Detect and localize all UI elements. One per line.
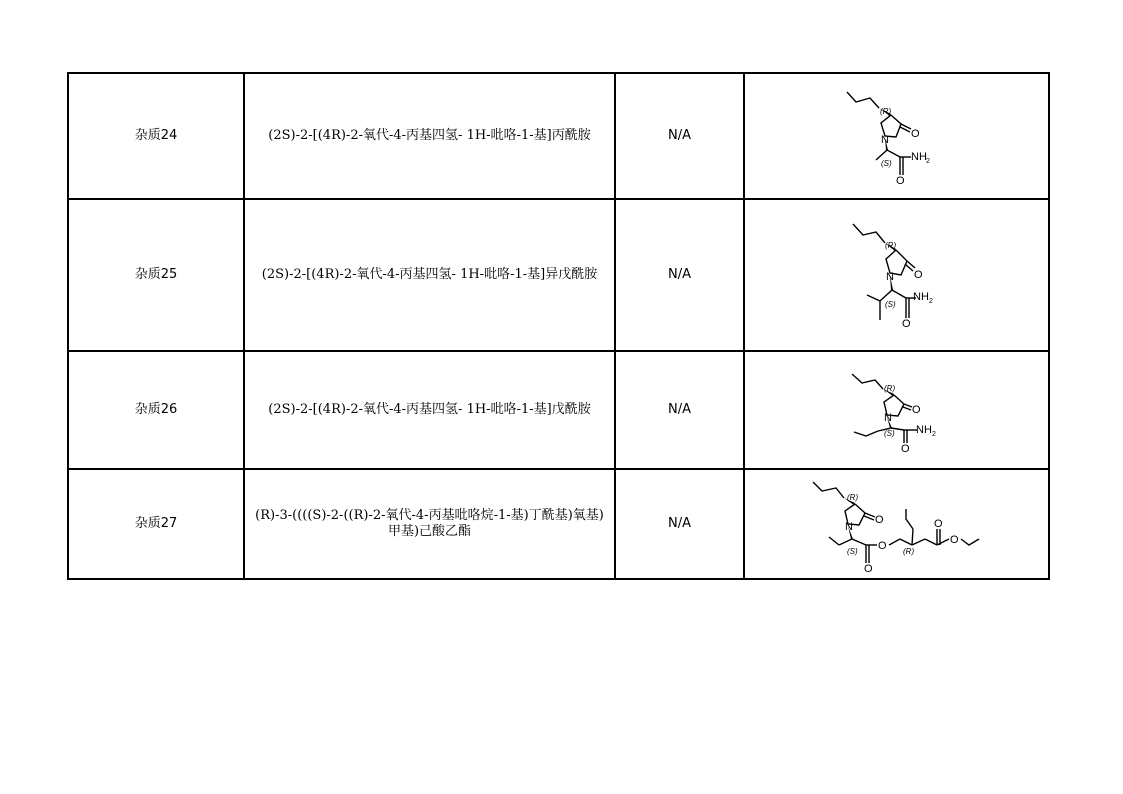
atom-n: N xyxy=(883,411,892,424)
table-row xyxy=(68,73,1049,199)
atom-o: O xyxy=(874,513,884,526)
atom-o: O xyxy=(910,128,920,140)
structure-cell xyxy=(744,469,1049,579)
structure-cell xyxy=(744,73,1049,199)
stereo-r: (R) xyxy=(879,107,891,116)
atom-o: O xyxy=(901,317,911,330)
table-row xyxy=(68,351,1049,469)
atom-nh2: NH xyxy=(910,151,927,163)
atom-o: O xyxy=(863,562,873,575)
atom-o: O xyxy=(913,268,923,281)
chemical-name: (2S)-2-[(4R)-2-氧代-4-丙基四氢- 1H-吡咯-1-基]戊酰胺 xyxy=(244,351,615,469)
molecule-structure-26-icon xyxy=(847,368,947,453)
table-row xyxy=(68,199,1049,351)
stereo-r: (R) xyxy=(846,492,858,502)
stereo-s: (S) xyxy=(884,299,896,309)
atom-o: O xyxy=(900,442,910,455)
molecule-structure-25-icon xyxy=(847,218,947,333)
stereo-r: (R) xyxy=(883,383,895,393)
stereo-s: (S) xyxy=(880,159,892,168)
atom-n: N xyxy=(844,520,853,533)
atom-n: N xyxy=(880,134,889,146)
atom-o: O xyxy=(911,403,921,416)
cas-number: N/A xyxy=(615,351,744,469)
molecule-structure-27-icon xyxy=(807,477,987,575)
stereo-s: (S) xyxy=(846,546,858,556)
subscript-2: 2 xyxy=(931,430,936,438)
atom-nh2: NH xyxy=(915,423,932,436)
stereo-s: (S) xyxy=(883,428,895,438)
impurity-label: 杂质24 xyxy=(68,73,244,199)
structure-cell xyxy=(744,199,1049,351)
molecule-structure-24-icon xyxy=(842,86,952,186)
impurity-label: 杂质26 xyxy=(68,351,244,469)
table-row xyxy=(68,469,1049,579)
atom-n: N xyxy=(885,270,894,283)
chemical-name: (2S)-2-[(4R)-2-氧代-4-丙基四氢- 1H-吡咯-1-基]异戊酰胺 xyxy=(244,199,615,351)
structure-cell xyxy=(744,351,1049,469)
atom-o: O xyxy=(877,539,887,552)
cas-number: N/A xyxy=(615,73,744,199)
cas-number: N/A xyxy=(615,199,744,351)
atom-o: O xyxy=(933,517,943,530)
impurity-label: 杂质27 xyxy=(68,469,244,579)
subscript-2: 2 xyxy=(925,158,930,165)
atom-o: O xyxy=(949,533,959,546)
cas-number: N/A xyxy=(615,469,744,579)
stereo-r: (R) xyxy=(902,546,914,556)
stereo-r: (R) xyxy=(884,240,896,250)
chemical-name: (2S)-2-[(4R)-2-氧代-4-丙基四氢- 1H-吡咯-1-基]丙酰胺 xyxy=(244,73,615,199)
impurity-table xyxy=(67,72,1050,580)
subscript-2: 2 xyxy=(928,297,933,305)
atom-o: O xyxy=(895,175,905,187)
atom-nh2: NH xyxy=(912,290,929,303)
chemical-name: (R)-3-((((S)-2-((R)-2-氧代-4-丙基吡咯烷-1-基)丁酰基)氧基)甲基)己酸乙酯 xyxy=(244,469,615,579)
impurity-label: 杂质25 xyxy=(68,199,244,351)
